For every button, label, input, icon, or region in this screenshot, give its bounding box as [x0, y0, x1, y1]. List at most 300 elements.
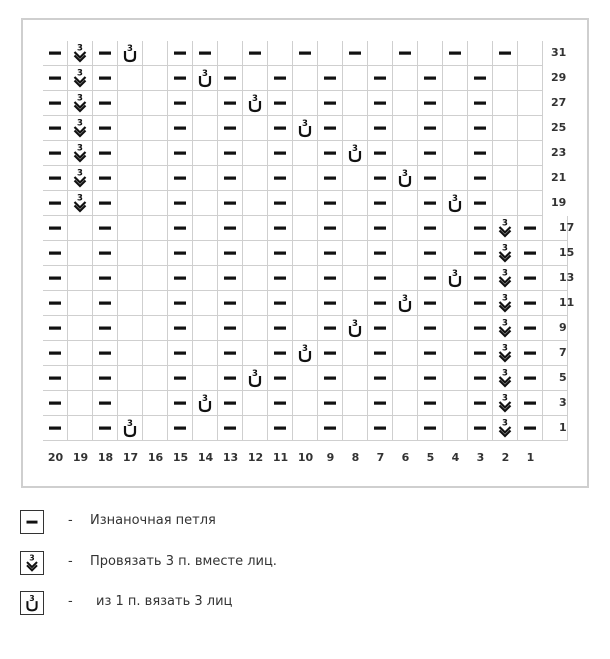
chart-cell [468, 141, 493, 166]
chart-cell [93, 216, 118, 241]
column-number-label: 17 [122, 451, 139, 464]
chart-cell [518, 191, 543, 216]
chart-cell [493, 341, 518, 366]
legend-dash: - [68, 594, 73, 609]
dec-3-together-icon [20, 551, 44, 575]
svg-text:3: 3 [127, 44, 133, 54]
chart-cell [193, 41, 218, 66]
chart-cell [218, 316, 243, 341]
chart-cell [68, 116, 93, 141]
chart-cell [468, 366, 493, 391]
chart-cell [493, 416, 518, 441]
chart-cell [268, 241, 293, 266]
svg-text:3: 3 [302, 344, 308, 354]
chart-cell [143, 241, 168, 266]
chart-cell [293, 116, 318, 141]
chart-cell [168, 316, 193, 341]
chart-cell [293, 241, 318, 266]
chart-cell [493, 141, 518, 166]
chart-cell [443, 366, 468, 391]
svg-text:3: 3 [402, 169, 408, 179]
row-number-label: 9 [559, 321, 567, 334]
row-number-label: 17 [559, 221, 575, 234]
chart-cell [118, 316, 143, 341]
chart-cell [268, 91, 293, 116]
chart-cell [493, 241, 518, 266]
chart-cell [368, 241, 393, 266]
chart-cell [43, 416, 68, 441]
chart-cell [243, 116, 268, 141]
chart-cell [468, 41, 493, 66]
column-number-label: 2 [501, 451, 510, 464]
chart-cell [368, 416, 393, 441]
chart-cell [418, 366, 443, 391]
chart-cell [93, 241, 118, 266]
chart-cell [143, 116, 168, 141]
chart-cell [68, 266, 93, 291]
svg-text:3: 3 [29, 594, 35, 604]
chart-cell [418, 141, 443, 166]
chart-cell [168, 166, 193, 191]
chart-cell [318, 266, 343, 291]
column-number-label: 10 [297, 451, 314, 464]
chart-cell [268, 291, 293, 316]
chart-cell [43, 41, 68, 66]
chart-cell [118, 141, 143, 166]
svg-text:3: 3 [77, 68, 83, 79]
chart-cell [493, 166, 518, 191]
chart-cell [368, 391, 393, 416]
chart-cell [468, 241, 493, 266]
svg-text:3: 3 [77, 168, 83, 179]
chart-cell [43, 366, 68, 391]
svg-text:3: 3 [502, 393, 508, 404]
chart-cell [343, 416, 368, 441]
column-number-label: 3 [476, 451, 485, 464]
chart-cell [418, 91, 443, 116]
chart-cell [68, 141, 93, 166]
chart-cell [468, 66, 493, 91]
chart-cell [193, 141, 218, 166]
chart-cell [68, 291, 93, 316]
column-number-label: 4 [451, 451, 460, 464]
chart-cell [118, 341, 143, 366]
column-number-label: 8 [351, 451, 360, 464]
chart-cell [218, 91, 243, 116]
svg-text:3: 3 [502, 418, 508, 429]
chart-cell [168, 41, 193, 66]
svg-text:3: 3 [502, 243, 508, 254]
chart-cell [143, 91, 168, 116]
chart-cell [343, 266, 368, 291]
chart-cell [343, 366, 368, 391]
svg-text:3: 3 [502, 268, 508, 279]
chart-cell [443, 391, 468, 416]
chart-cell [268, 266, 293, 291]
chart-cell [243, 291, 268, 316]
chart-cell [143, 266, 168, 291]
chart-cell [518, 41, 543, 66]
chart-cell [393, 391, 418, 416]
column-number-label: 19 [72, 451, 89, 464]
chart-cell [218, 291, 243, 316]
chart-cell [168, 416, 193, 441]
chart-cell [443, 66, 468, 91]
chart-cell [518, 116, 543, 141]
chart-cell [218, 216, 243, 241]
chart-cell [368, 116, 393, 141]
chart-cell [68, 91, 93, 116]
chart-cell [518, 216, 543, 241]
chart-cell [193, 166, 218, 191]
chart-cell [68, 66, 93, 91]
chart-cell [518, 341, 543, 366]
chart-cell [143, 366, 168, 391]
chart-cell [468, 166, 493, 191]
chart-cell [243, 91, 268, 116]
chart-cell [393, 216, 418, 241]
chart-cell [318, 241, 343, 266]
chart-cell [393, 166, 418, 191]
chart-cell [218, 266, 243, 291]
column-number-label: 7 [376, 451, 385, 464]
chart-cell [168, 216, 193, 241]
chart-cell [218, 66, 243, 91]
chart-cell [518, 291, 543, 316]
column-number-label: 20 [47, 451, 64, 464]
row-number-label: 11 [559, 296, 575, 309]
chart-cell [93, 116, 118, 141]
row-number-label: 5 [559, 371, 567, 384]
chart-cell [368, 341, 393, 366]
chart-cell [468, 391, 493, 416]
chart-cell [293, 291, 318, 316]
chart-cell [518, 266, 543, 291]
svg-text:3: 3 [352, 144, 358, 154]
chart-cell [68, 41, 93, 66]
chart-cell [218, 416, 243, 441]
chart-cell [143, 141, 168, 166]
svg-text:3: 3 [502, 293, 508, 304]
chart-cell [318, 366, 343, 391]
chart-cell [468, 216, 493, 241]
chart-cell [68, 316, 93, 341]
chart-cell [218, 166, 243, 191]
chart-cell [168, 341, 193, 366]
chart-cell [143, 166, 168, 191]
chart-cell [418, 266, 443, 291]
chart-cell [193, 91, 218, 116]
legend-dash: - [68, 513, 73, 528]
chart-cell [318, 216, 343, 241]
chart-cell [343, 241, 368, 266]
chart-cell [43, 91, 68, 116]
chart-cell [293, 141, 318, 166]
svg-text:3: 3 [77, 118, 83, 129]
chart-cell [293, 166, 318, 191]
chart-cell [193, 341, 218, 366]
chart-cell [443, 316, 468, 341]
chart-cell [368, 141, 393, 166]
chart-cell [118, 366, 143, 391]
chart-cell [318, 291, 343, 316]
chart-cell [343, 316, 368, 341]
chart-cell [418, 241, 443, 266]
chart-cell [43, 266, 68, 291]
chart-cell [518, 316, 543, 341]
chart-cell [68, 391, 93, 416]
chart-cell [218, 191, 243, 216]
chart-cell [393, 416, 418, 441]
chart-cell [268, 41, 293, 66]
chart-cell [243, 266, 268, 291]
chart-cell [368, 216, 393, 241]
chart-cell [218, 366, 243, 391]
chart-cell [393, 266, 418, 291]
chart-cell [318, 166, 343, 191]
column-number-label: 11 [272, 451, 289, 464]
chart-cell [68, 166, 93, 191]
chart-cell [393, 116, 418, 141]
chart-cell [293, 366, 318, 391]
chart-cell [193, 416, 218, 441]
chart-cell [468, 291, 493, 316]
chart-cell [243, 241, 268, 266]
chart-cell [118, 191, 143, 216]
chart-cell [293, 266, 318, 291]
chart-cell [268, 66, 293, 91]
svg-text:3: 3 [127, 419, 133, 429]
chart-cell [243, 216, 268, 241]
chart-cell [118, 41, 143, 66]
chart-cell [443, 266, 468, 291]
chart-cell [468, 416, 493, 441]
chart-cell [343, 166, 368, 191]
chart-cell [118, 291, 143, 316]
chart-cell [243, 191, 268, 216]
chart-cell [143, 391, 168, 416]
chart-cell [243, 41, 268, 66]
chart-cell [318, 41, 343, 66]
column-number-label: 13 [222, 451, 239, 464]
chart-cell [293, 191, 318, 216]
chart-cell [418, 166, 443, 191]
chart-cell [93, 366, 118, 391]
chart-cell [443, 216, 468, 241]
chart-cell [43, 191, 68, 216]
chart-cell [293, 216, 318, 241]
chart-cell [468, 341, 493, 366]
chart-cell [418, 66, 443, 91]
chart-cell [43, 166, 68, 191]
chart-cell [218, 241, 243, 266]
chart-cell [368, 66, 393, 91]
chart-cell [493, 216, 518, 241]
chart-cell [393, 366, 418, 391]
chart-cell [493, 391, 518, 416]
chart-cell [343, 291, 368, 316]
chart-cell [293, 416, 318, 441]
svg-text:3: 3 [202, 394, 208, 404]
chart-cell [393, 316, 418, 341]
chart-cell [243, 391, 268, 416]
row-number-label: 31 [551, 46, 567, 59]
chart-cell [43, 391, 68, 416]
chart-cell [143, 291, 168, 316]
chart-cell [43, 216, 68, 241]
chart-cell [418, 391, 443, 416]
chart-cell [268, 391, 293, 416]
chart-cell [343, 216, 368, 241]
chart-cell [168, 366, 193, 391]
chart-cell [43, 66, 68, 91]
chart-cell [418, 41, 443, 66]
chart-cell [268, 416, 293, 441]
chart-cell [193, 266, 218, 291]
chart-cell [318, 66, 343, 91]
chart-cell [418, 316, 443, 341]
chart-cell [443, 91, 468, 116]
chart-cell [343, 41, 368, 66]
chart-cell [293, 41, 318, 66]
chart-cell [393, 191, 418, 216]
svg-text:3: 3 [502, 218, 508, 229]
chart-cell [318, 191, 343, 216]
chart-cell [268, 366, 293, 391]
chart-cell [493, 366, 518, 391]
chart-cell [93, 416, 118, 441]
chart-cell [518, 91, 543, 116]
chart-cell [143, 416, 168, 441]
chart-cell [143, 191, 168, 216]
chart-cell [318, 416, 343, 441]
chart-cell [393, 141, 418, 166]
legend-text-decrease: Провязать 3 п. вместе лиц. [90, 554, 277, 569]
chart-cell [218, 41, 243, 66]
chart-cell [268, 141, 293, 166]
chart-cell [518, 166, 543, 191]
svg-text:3: 3 [352, 319, 358, 329]
chart-cell [68, 216, 93, 241]
chart-cell [193, 316, 218, 341]
legend-text-increase: из 1 п. вязать 3 лиц [96, 594, 233, 609]
chart-cell [93, 141, 118, 166]
chart-cell [443, 241, 468, 266]
chart-cell [243, 66, 268, 91]
chart-cell [343, 116, 368, 141]
chart-cell [168, 391, 193, 416]
chart-cell [393, 291, 418, 316]
row-number-label: 7 [559, 346, 567, 359]
chart-cell [293, 316, 318, 341]
chart-cell [368, 291, 393, 316]
chart-cell [518, 391, 543, 416]
chart-cell [318, 91, 343, 116]
chart-cell [218, 141, 243, 166]
chart-cell [343, 391, 368, 416]
chart-cell [193, 391, 218, 416]
chart-cell [418, 191, 443, 216]
svg-text:3: 3 [252, 94, 258, 104]
chart-cell [243, 141, 268, 166]
row-number-label: 25 [551, 121, 567, 134]
svg-text:3: 3 [302, 119, 308, 129]
chart-cell [218, 341, 243, 366]
chart-cell [368, 316, 393, 341]
svg-text:3: 3 [77, 43, 83, 54]
chart-cell [343, 66, 368, 91]
svg-text:3: 3 [452, 269, 458, 279]
chart-cell [393, 91, 418, 116]
svg-text:3: 3 [29, 553, 35, 563]
chart-cell [93, 191, 118, 216]
chart-cell [268, 191, 293, 216]
chart-cell [443, 116, 468, 141]
chart-cell [518, 366, 543, 391]
svg-text:3: 3 [77, 193, 83, 204]
chart-cell [518, 141, 543, 166]
svg-text:3: 3 [202, 69, 208, 79]
chart-cell [318, 116, 343, 141]
chart-cell [118, 216, 143, 241]
chart-cell [168, 241, 193, 266]
chart-cell [468, 266, 493, 291]
row-number-label: 3 [559, 396, 567, 409]
chart-cell [368, 366, 393, 391]
chart-cell [193, 66, 218, 91]
chart-cell [268, 166, 293, 191]
legend-text-purl: Изнаночная петля [90, 513, 216, 528]
chart-cell [393, 66, 418, 91]
chart-cell [393, 341, 418, 366]
chart-cell [143, 41, 168, 66]
chart-cell [443, 141, 468, 166]
chart-cell [43, 341, 68, 366]
chart-cell [493, 116, 518, 141]
chart-cell [443, 166, 468, 191]
chart-cell [68, 366, 93, 391]
chart-cell [118, 391, 143, 416]
chart-cell [343, 341, 368, 366]
chart-cell [68, 191, 93, 216]
chart-cell [218, 116, 243, 141]
row-number-label: 19 [551, 196, 567, 209]
chart-cell [93, 91, 118, 116]
chart-cell [243, 316, 268, 341]
chart-cell [468, 91, 493, 116]
chart-cell [268, 341, 293, 366]
chart-cell [193, 191, 218, 216]
chart-cell [68, 341, 93, 366]
column-number-label: 9 [326, 451, 335, 464]
svg-text:3: 3 [452, 194, 458, 204]
chart-cell [143, 316, 168, 341]
chart-cell [243, 166, 268, 191]
chart-cell [168, 191, 193, 216]
chart-cell [43, 141, 68, 166]
chart-cell [443, 416, 468, 441]
chart-cell [468, 316, 493, 341]
chart-cell [243, 366, 268, 391]
svg-text:3: 3 [252, 369, 258, 379]
chart-cell [168, 66, 193, 91]
knitting-chart-grid [43, 41, 518, 441]
column-number-label: 12 [247, 451, 264, 464]
chart-cell [118, 66, 143, 91]
chart-cell [118, 416, 143, 441]
chart-cell [468, 116, 493, 141]
chart-cell [418, 291, 443, 316]
